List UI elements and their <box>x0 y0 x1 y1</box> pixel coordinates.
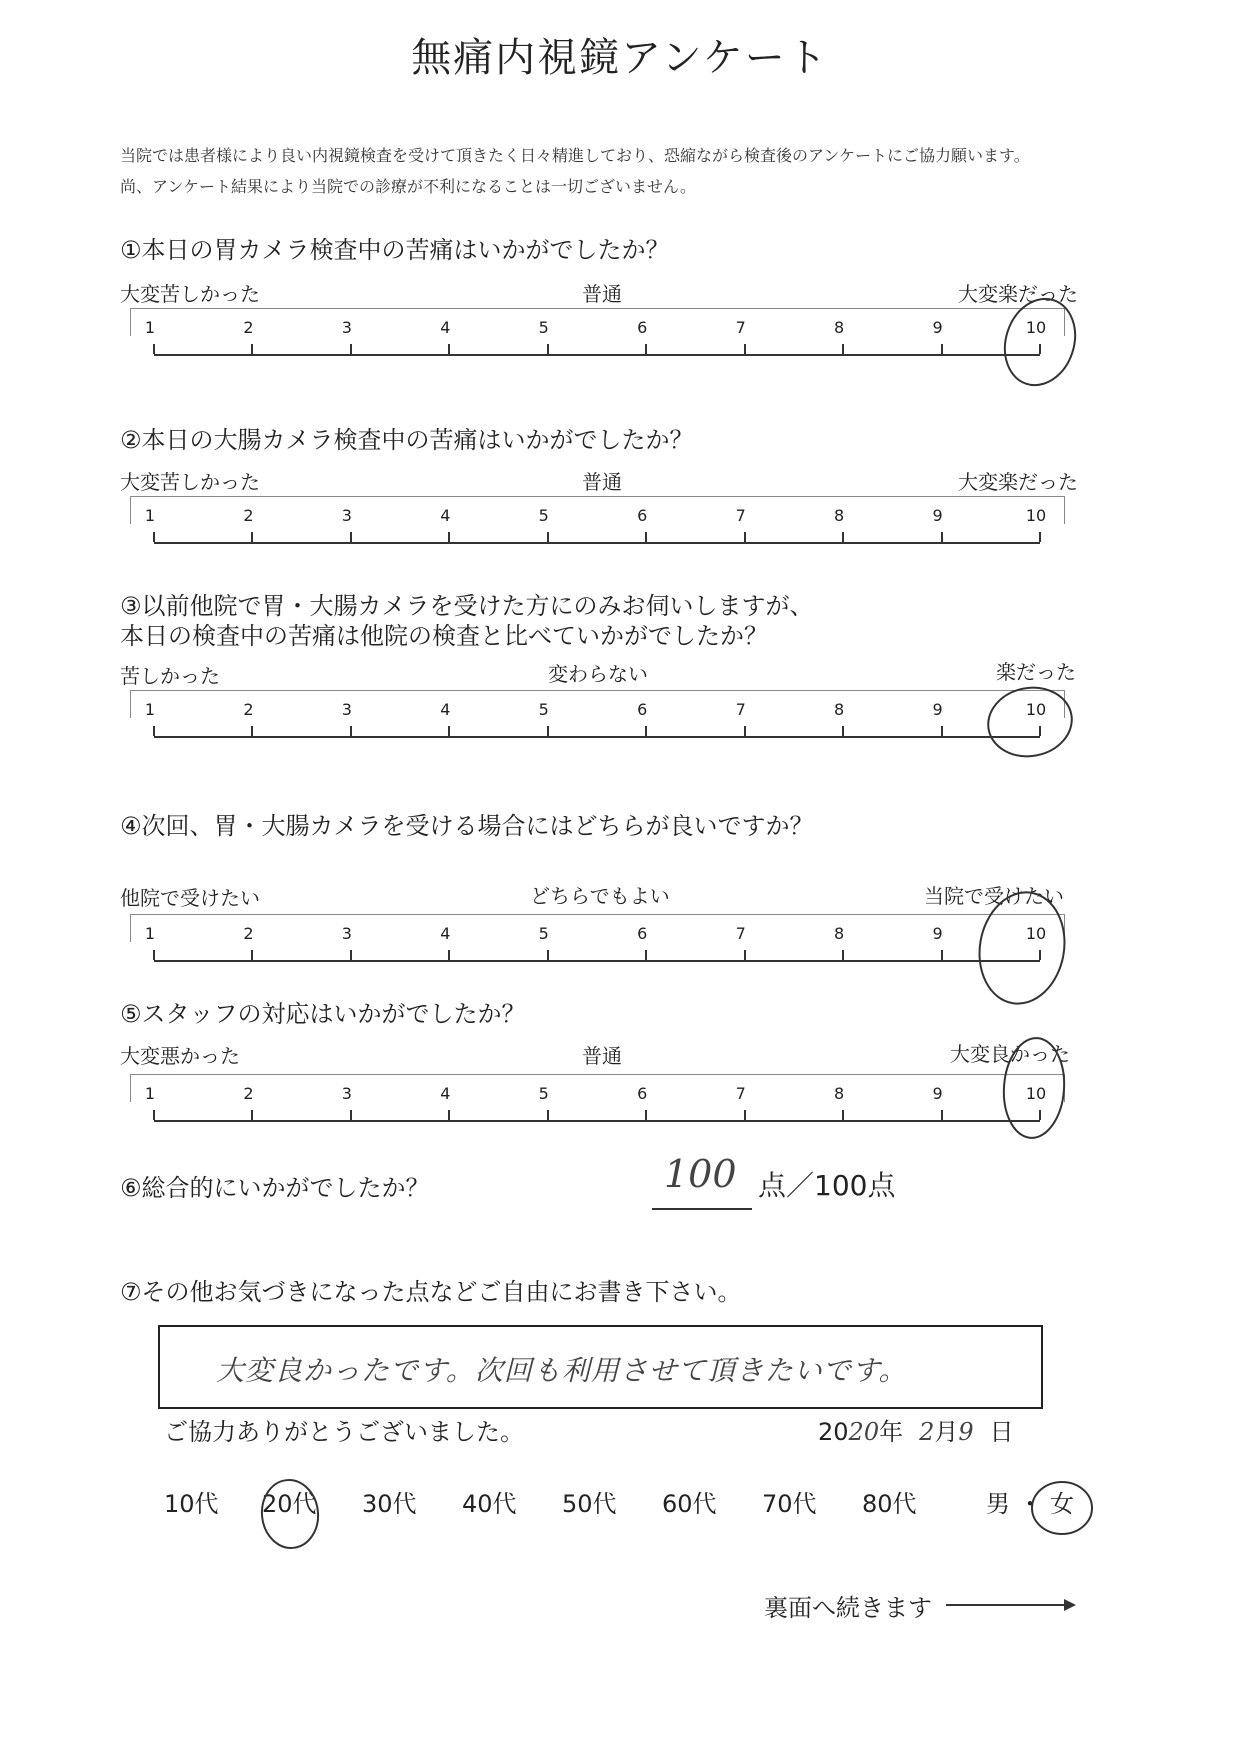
scale-number[interactable]: 10 <box>1025 318 1047 337</box>
scale-number[interactable]: 5 <box>538 506 549 525</box>
scale-number[interactable]: 6 <box>637 924 648 943</box>
date-year-handwritten: 20 <box>848 1418 880 1446</box>
scale-number[interactable]: 7 <box>735 318 746 337</box>
scale-number[interactable]: 3 <box>341 318 352 337</box>
scale-number[interactable]: 5 <box>538 318 549 337</box>
scale-number[interactable]: 8 <box>834 1084 845 1103</box>
scale-tick <box>645 1110 647 1120</box>
scale-tick <box>941 950 943 960</box>
scale-tick <box>941 532 943 542</box>
scale-number[interactable]: 1 <box>144 924 156 943</box>
scale-tick <box>1039 532 1041 542</box>
scale-tick <box>842 950 844 960</box>
scale-number[interactable]: 10 <box>1025 506 1047 525</box>
scale-number[interactable]: 10 <box>1025 700 1047 719</box>
scale-tick <box>350 344 352 354</box>
scale-tick <box>842 726 844 736</box>
scale-tick <box>645 726 647 736</box>
scale-tick <box>153 344 155 354</box>
age-50s[interactable]: 50代 <box>562 1490 617 1518</box>
question-1-text: ①本日の胃カメラ検査中の苦痛はいかがでしたか？ <box>120 236 670 264</box>
question-4-left-label: 他院で受けたい <box>120 886 260 910</box>
scale-tick <box>842 1110 844 1120</box>
question-2-left-label: 大変苦しかった <box>120 470 260 494</box>
scale-tick <box>645 950 647 960</box>
age-30s[interactable]: 30代 <box>362 1490 417 1518</box>
question-1-scale[interactable] <box>130 308 1065 370</box>
scale-tick <box>448 532 450 542</box>
scale-tick <box>941 1110 943 1120</box>
scale-number[interactable]: 3 <box>341 1084 352 1103</box>
scale-number[interactable]: 6 <box>637 700 648 719</box>
date-year-prefix: 20 <box>818 1418 849 1446</box>
scale-tick <box>744 1110 746 1120</box>
scale-number[interactable]: 7 <box>735 506 746 525</box>
scale-tick <box>153 950 155 960</box>
question-2-mid-label: 普通 <box>582 470 622 494</box>
scale-tick <box>744 344 746 354</box>
scale-tick <box>744 726 746 736</box>
sex-female[interactable]: 女 <box>1050 1490 1074 1518</box>
scale-number[interactable]: 3 <box>341 506 352 525</box>
scale-tick <box>448 950 450 960</box>
question-1-mid-label: 普通 <box>582 282 622 306</box>
scale-tick <box>1039 344 1041 354</box>
scale-tick <box>251 726 253 736</box>
scale-number[interactable]: 4 <box>440 924 451 943</box>
scale-tick <box>350 726 352 736</box>
scale-number[interactable]: 7 <box>735 1084 746 1103</box>
scale-number[interactable]: 1 <box>144 1084 156 1103</box>
scale-tick <box>350 532 352 542</box>
scale-number[interactable]: 6 <box>637 318 648 337</box>
continue-text: 裏面へ続きます <box>764 1594 932 1622</box>
overall-score-handwritten[interactable]: 100 <box>664 1152 737 1196</box>
sex-separator: ・ <box>1018 1490 1042 1518</box>
scale-number[interactable]: 8 <box>834 318 845 337</box>
scale-tick <box>1039 1110 1041 1120</box>
scale-number[interactable]: 6 <box>637 506 648 525</box>
scale-number[interactable]: 4 <box>440 506 451 525</box>
date-day-label: 日 <box>989 1418 1014 1446</box>
scale-tick <box>1039 726 1041 736</box>
question-3-text-line-2: 本日の検査中の苦痛は他院の検査と比べていかがでしたか？ <box>120 622 768 650</box>
scale-tick <box>547 726 549 736</box>
scale-tick <box>153 532 155 542</box>
question-6-text: ⑥総合的にいかがでしたか？ <box>120 1174 430 1202</box>
question-3-left-label: 苦しかった <box>120 664 220 688</box>
date-day-handwritten: 9 <box>958 1418 974 1446</box>
scale-tick <box>645 344 647 354</box>
continue-arrow-icon <box>940 1590 1080 1620</box>
question-2-right-label: 大変楽だった <box>958 470 1078 494</box>
scale-tick <box>842 532 844 542</box>
scale-number[interactable]: 2 <box>243 1084 254 1103</box>
sex-male[interactable]: 男 <box>986 1490 1010 1518</box>
scale-number[interactable]: 10 <box>1025 924 1047 943</box>
scale-number[interactable]: 8 <box>834 700 845 719</box>
comment-box[interactable] <box>158 1325 1043 1409</box>
score-suffix: 点／100点 <box>758 1169 896 1202</box>
scale-tick <box>547 950 549 960</box>
scale-number[interactable]: 9 <box>932 318 943 337</box>
scale-number[interactable]: 7 <box>735 924 746 943</box>
scale-tick <box>448 1110 450 1120</box>
scale-tick <box>744 532 746 542</box>
page-title: 無痛内視鏡アンケート <box>411 35 829 81</box>
comment-handwritten: 大変良かったです。次回も利用させて頂きたいです。 <box>216 1354 908 1387</box>
age-70s[interactable]: 70代 <box>762 1490 817 1518</box>
scale-number[interactable]: 9 <box>932 1084 943 1103</box>
date-month-handwritten: 2 <box>919 1418 935 1446</box>
age-40s[interactable]: 40代 <box>462 1490 517 1518</box>
question-5-left-label: 大変悪かった <box>120 1044 240 1068</box>
question-1-right-label: 大変楽だった <box>958 282 1078 306</box>
scale-number[interactable]: 8 <box>834 924 845 943</box>
question-3-right-label: 楽だった <box>996 660 1076 684</box>
question-5-scale[interactable] <box>130 1074 1065 1136</box>
scale-number[interactable]: 9 <box>932 506 943 525</box>
scale-tick <box>547 344 549 354</box>
scale-tick <box>1039 950 1041 960</box>
intro-line-1: 当院では患者様により良い内視鏡検査を受けて頂きたく日々精進しており、恐縮ながら検査後のアンケートにご協力願います。 <box>120 146 1030 165</box>
scale-tick <box>941 344 943 354</box>
scale-number[interactable]: 3 <box>341 924 352 943</box>
scale-tick <box>350 1110 352 1120</box>
scale-number[interactable]: 1 <box>144 318 156 337</box>
scale-tick <box>153 726 155 736</box>
scale-number[interactable]: 2 <box>243 318 254 337</box>
scale-number[interactable]: 8 <box>834 506 845 525</box>
intro-line-2: 尚、アンケート結果により当院での診療が不利になることは一切ございません。 <box>120 177 697 196</box>
scale-tick <box>251 344 253 354</box>
scale-number[interactable]: 4 <box>440 1084 451 1103</box>
scale-number[interactable]: 5 <box>538 700 549 719</box>
question-5-mid-label: 普通 <box>582 1044 622 1068</box>
scale-number[interactable]: 2 <box>243 924 254 943</box>
scale-tick <box>744 950 746 960</box>
date-month-label: 月 <box>934 1418 959 1446</box>
scale-number[interactable]: 7 <box>735 700 746 719</box>
question-4-text: ④次回、胃・大腸カメラを受ける場合にはどちらが良いですか？ <box>120 812 814 840</box>
scale-number[interactable]: 10 <box>1025 1084 1047 1103</box>
scale-number[interactable]: 4 <box>440 318 451 337</box>
date-year-label: 年 <box>879 1418 904 1446</box>
scale-number[interactable]: 5 <box>538 924 549 943</box>
question-4-mid-label: どちらでもよい <box>530 884 670 908</box>
scale-tick <box>448 344 450 354</box>
scale-number[interactable]: 9 <box>932 924 943 943</box>
scale-number[interactable]: 3 <box>341 700 352 719</box>
thanks-text: ご協力ありがとうございました。 <box>164 1418 524 1446</box>
scale-tick <box>251 1110 253 1120</box>
scale-tick <box>251 532 253 542</box>
age-10s[interactable]: 10代 <box>164 1490 219 1518</box>
scale-number[interactable]: 1 <box>144 506 156 525</box>
scale-number[interactable]: 1 <box>144 700 156 719</box>
scale-tick <box>941 726 943 736</box>
scale-tick <box>645 532 647 542</box>
question-2-scale[interactable] <box>130 496 1065 558</box>
question-3-mid-label: 変わらない <box>548 662 648 686</box>
question-3-scale[interactable] <box>130 690 1065 752</box>
question-4-right-label: 当院で受けたい <box>924 884 1064 908</box>
question-7-text: ⑦その他お気づきになった点などご自由にお書き下さい。 <box>120 1278 742 1306</box>
question-1-left-label: 大変苦しかった <box>120 282 260 306</box>
scale-tick <box>448 726 450 736</box>
scale-number[interactable]: 2 <box>243 506 254 525</box>
scale-tick <box>842 344 844 354</box>
date-field[interactable] <box>818 1412 1014 1447</box>
question-5-right-label: 大変良かった <box>950 1042 1070 1066</box>
scale-number[interactable]: 6 <box>637 1084 648 1103</box>
question-4-scale[interactable] <box>130 914 1065 976</box>
scale-number[interactable]: 4 <box>440 700 451 719</box>
score-underline <box>652 1208 752 1210</box>
age-20s[interactable]: 20代 <box>262 1490 317 1518</box>
scale-number[interactable]: 9 <box>932 700 943 719</box>
age-80s[interactable]: 80代 <box>862 1490 917 1518</box>
question-2-text: ②本日の大腸カメラ検査中の苦痛はいかがでしたか？ <box>120 426 694 454</box>
scale-number[interactable]: 2 <box>243 700 254 719</box>
age-60s[interactable]: 60代 <box>662 1490 717 1518</box>
scale-tick <box>547 532 549 542</box>
question-5-text: ⑤スタッフの対応はいかがでしたか？ <box>120 1000 526 1028</box>
scale-number[interactable]: 5 <box>538 1084 549 1103</box>
scale-tick <box>350 950 352 960</box>
scale-tick <box>251 950 253 960</box>
scale-tick <box>153 1110 155 1120</box>
question-3-text-line-1: ③以前他院で胃・大腸カメラを受けた方にのみお伺いしますが、 <box>120 592 814 620</box>
scale-tick <box>547 1110 549 1120</box>
